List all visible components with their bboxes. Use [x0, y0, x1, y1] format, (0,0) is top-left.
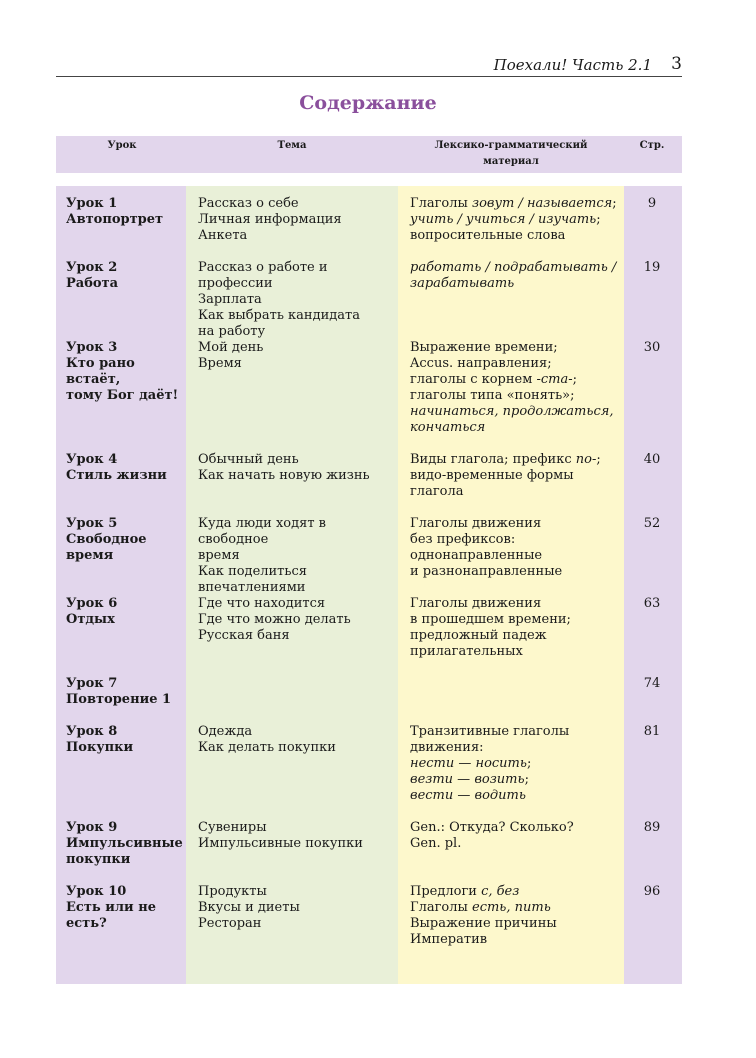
material-cell: Виды глагола; префикс по-; видо-временные формы глагола	[410, 452, 601, 499]
material-cell: работать / подрабатывать / зарабатывать	[410, 260, 617, 291]
lesson-cell: Урок 9 Импульсивные покупки	[66, 820, 183, 867]
page-number: 3	[671, 54, 682, 74]
running-head	[56, 54, 682, 77]
topic-cell: Мой день Время	[198, 340, 264, 371]
topic-cell: Одежда Как делать покупки	[198, 724, 336, 755]
page-cell: 81	[643, 724, 661, 739]
lesson-cell: Урок 5 Свободное время	[66, 516, 147, 563]
material-cell: Глаголы движения без префиксов: однонаправленные и разнонаправленные	[410, 516, 563, 579]
material-cell: Gen.: Откуда? Сколько? Gen. pl.	[410, 820, 574, 851]
lesson-cell: Урок 10 Есть или не есть?	[66, 884, 156, 931]
header-material	[400, 138, 622, 170]
topic-cell: Где что находится Где что можно делать Русская баня	[198, 596, 351, 643]
header-lesson: Урок	[107, 140, 137, 151]
topic-cell: Рассказ о себе Личная информация Анкета	[198, 196, 342, 243]
lesson-cell: Урок 6 Отдых	[66, 596, 118, 627]
lesson-cell: Урок 2 Работа	[66, 260, 119, 291]
page-cell: 40	[643, 452, 661, 467]
topic-cell: Рассказ о работе и профессии Зарплата Как выбрать кандидата на работу	[198, 260, 360, 339]
lesson-cell: Урок 8 Покупки	[66, 724, 134, 755]
page-cell: 30	[643, 340, 661, 355]
lesson-cell: Урок 3 Кто рано встаёт, тому Бог даёт!	[66, 340, 179, 403]
page-title: Содержание	[299, 92, 437, 114]
page-cell: 19	[643, 260, 661, 275]
lesson-cell: Урок 7 Повторение 1	[66, 676, 172, 707]
header-material-line1: Лексико-грамматический	[434, 140, 588, 151]
material-cell: Выражение времени; Accus. направления; глаголы с корнем -ста-; глаголы типа «понять»; начинаться, продолжаться, кончаться	[410, 340, 614, 435]
topic-cell: Продукты Вкусы и диеты Ресторан	[198, 884, 300, 931]
header-page: Стр.	[639, 140, 665, 151]
lesson-cell: Урок 1 Автопортрет	[66, 196, 164, 227]
lesson-cell: Урок 4 Стиль жизни	[66, 452, 167, 483]
material-column-bg	[398, 186, 624, 984]
page-cell: 96	[643, 884, 661, 899]
page-cell: 52	[643, 516, 661, 531]
page-cell: 9	[647, 196, 657, 211]
page-cell: 74	[643, 676, 661, 691]
page-column-bg	[624, 186, 682, 984]
material-cell: Транзитивные глаголы движения: нести — носить; везти — возить; вести — водить	[410, 724, 570, 803]
material-cell: Предлоги с, без Глаголы есть, пить Выражение причины Императив	[410, 884, 557, 947]
page-cell: 89	[643, 820, 661, 835]
material-cell: Глаголы движения в прошедшем времени; предложный падеж прилагательных	[410, 596, 571, 659]
header-topic: Тема	[277, 140, 307, 151]
book-title: Поехали! Часть 2.1	[493, 56, 652, 74]
page-cell: 63	[643, 596, 661, 611]
header-material-line2: материал	[483, 156, 539, 167]
topic-cell: Куда люди ходят в свободное время Как поделиться впечатлениями	[198, 516, 326, 595]
material-cell: Глаголы зовут / называется; учить / учиться / изучать; вопросительные слова	[410, 196, 617, 243]
topic-cell: Обычный день Как начать новую жизнь	[198, 452, 370, 483]
topic-cell: Сувениры Импульсивные покупки	[198, 820, 363, 851]
